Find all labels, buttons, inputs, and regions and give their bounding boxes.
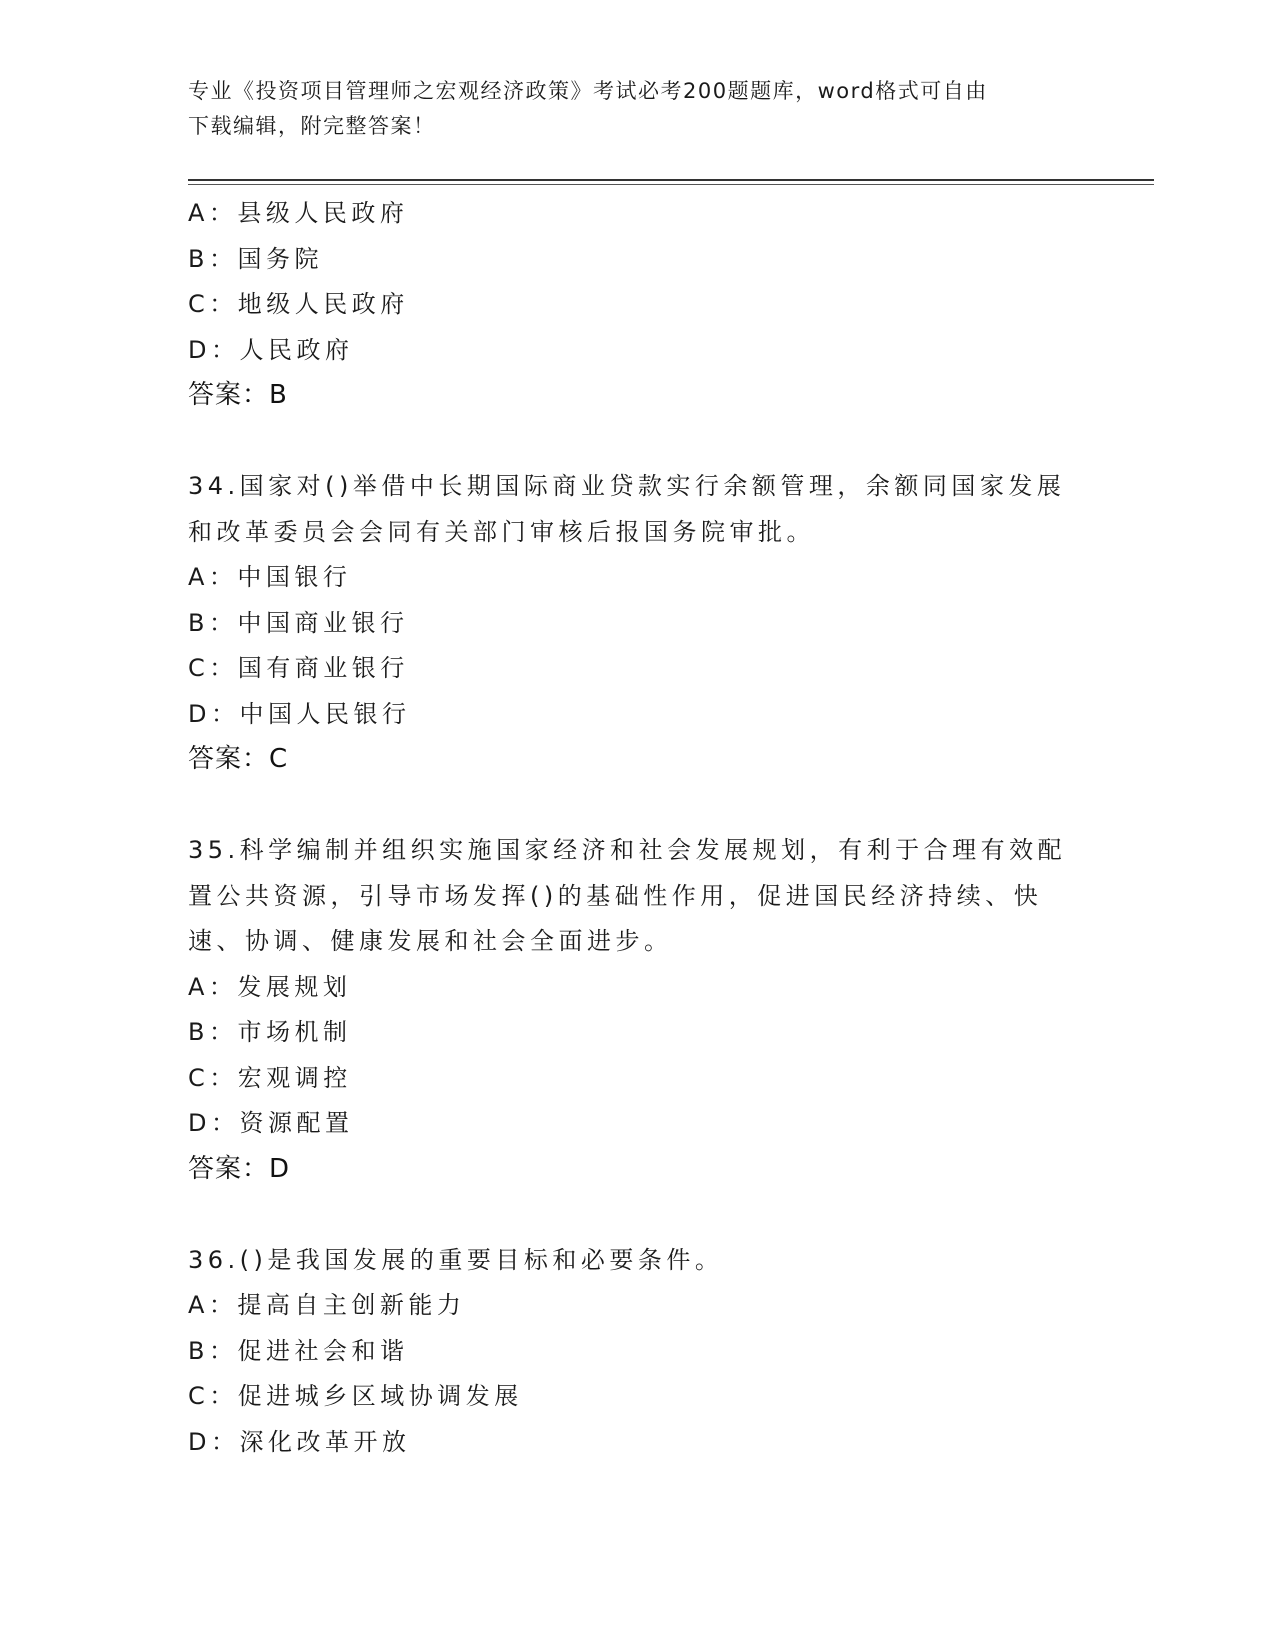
option-c: C：宏观调控 <box>188 1063 352 1092</box>
option-b: B：中国商业银行 <box>188 608 409 637</box>
document-header <box>188 74 1068 144</box>
question-stem-line: 36.()是我国发展的重要目标和必要条件。 <box>188 1245 724 1274</box>
option-a: A：发展规划 <box>188 972 352 1001</box>
question-block-33 <box>188 191 1088 419</box>
spacer <box>188 1192 1088 1238</box>
question-block-35 <box>188 828 1088 1192</box>
header-divider-thick <box>188 179 1154 181</box>
question-stem-line: 34.国家对()举借中长期国际商业贷款实行余额管理，余额同国家发展 <box>188 472 1066 500</box>
spacer <box>188 419 1088 465</box>
answer-line: 答案：B <box>188 380 288 410</box>
question-stem-line: 速、协调、健康发展和社会全面进步。 <box>188 927 673 955</box>
question-stem <box>188 1238 1078 1284</box>
option-b: B：市场机制 <box>188 1018 352 1046</box>
option-a: A：县级人民政府 <box>188 199 409 227</box>
option-b: B：国务院 <box>188 244 323 273</box>
spacer <box>188 783 1088 829</box>
question-stem-line: 和改革委员会会同有关部门审核后报国务院审批。 <box>188 517 815 546</box>
question-list <box>188 191 1088 1465</box>
question-stem <box>188 828 1078 965</box>
option-d: D：深化改革开放 <box>188 1427 411 1456</box>
question-block-36 <box>188 1238 1088 1466</box>
question-stem-line: 35.科学编制并组织实施国家经济和社会发展规划，有利于合理有效配 <box>188 836 1067 864</box>
header-divider-thin <box>188 184 1154 185</box>
question-block-34 <box>188 464 1088 783</box>
question-stem <box>188 464 1078 555</box>
option-d: D：中国人民银行 <box>188 699 411 728</box>
header-line-2: 下载编辑，附完整答案！ <box>188 114 436 138</box>
answer-line: 答案：D <box>188 1153 291 1184</box>
option-d: D：资源配置 <box>188 1109 354 1137</box>
option-c: C：促进城乡区域协调发展 <box>188 1382 523 1410</box>
option-b: B：促进社会和谐 <box>188 1336 409 1365</box>
option-c: C：国有商业银行 <box>188 654 409 682</box>
option-c: C：地级人民政府 <box>188 290 409 318</box>
answer-line: 答案：C <box>188 744 289 774</box>
option-a: A：中国银行 <box>188 563 352 591</box>
option-a: A：提高自主创新能力 <box>188 1291 466 1319</box>
header-line-1: 专业《投资项目管理师之宏观经济政策》考试必考200题题库，word格式可自由 <box>188 79 988 103</box>
question-stem-line: 置公共资源，引导市场发挥()的基础性作用，促进国民经济持续、快 <box>188 881 1043 910</box>
option-d: D：人民政府 <box>188 335 354 364</box>
